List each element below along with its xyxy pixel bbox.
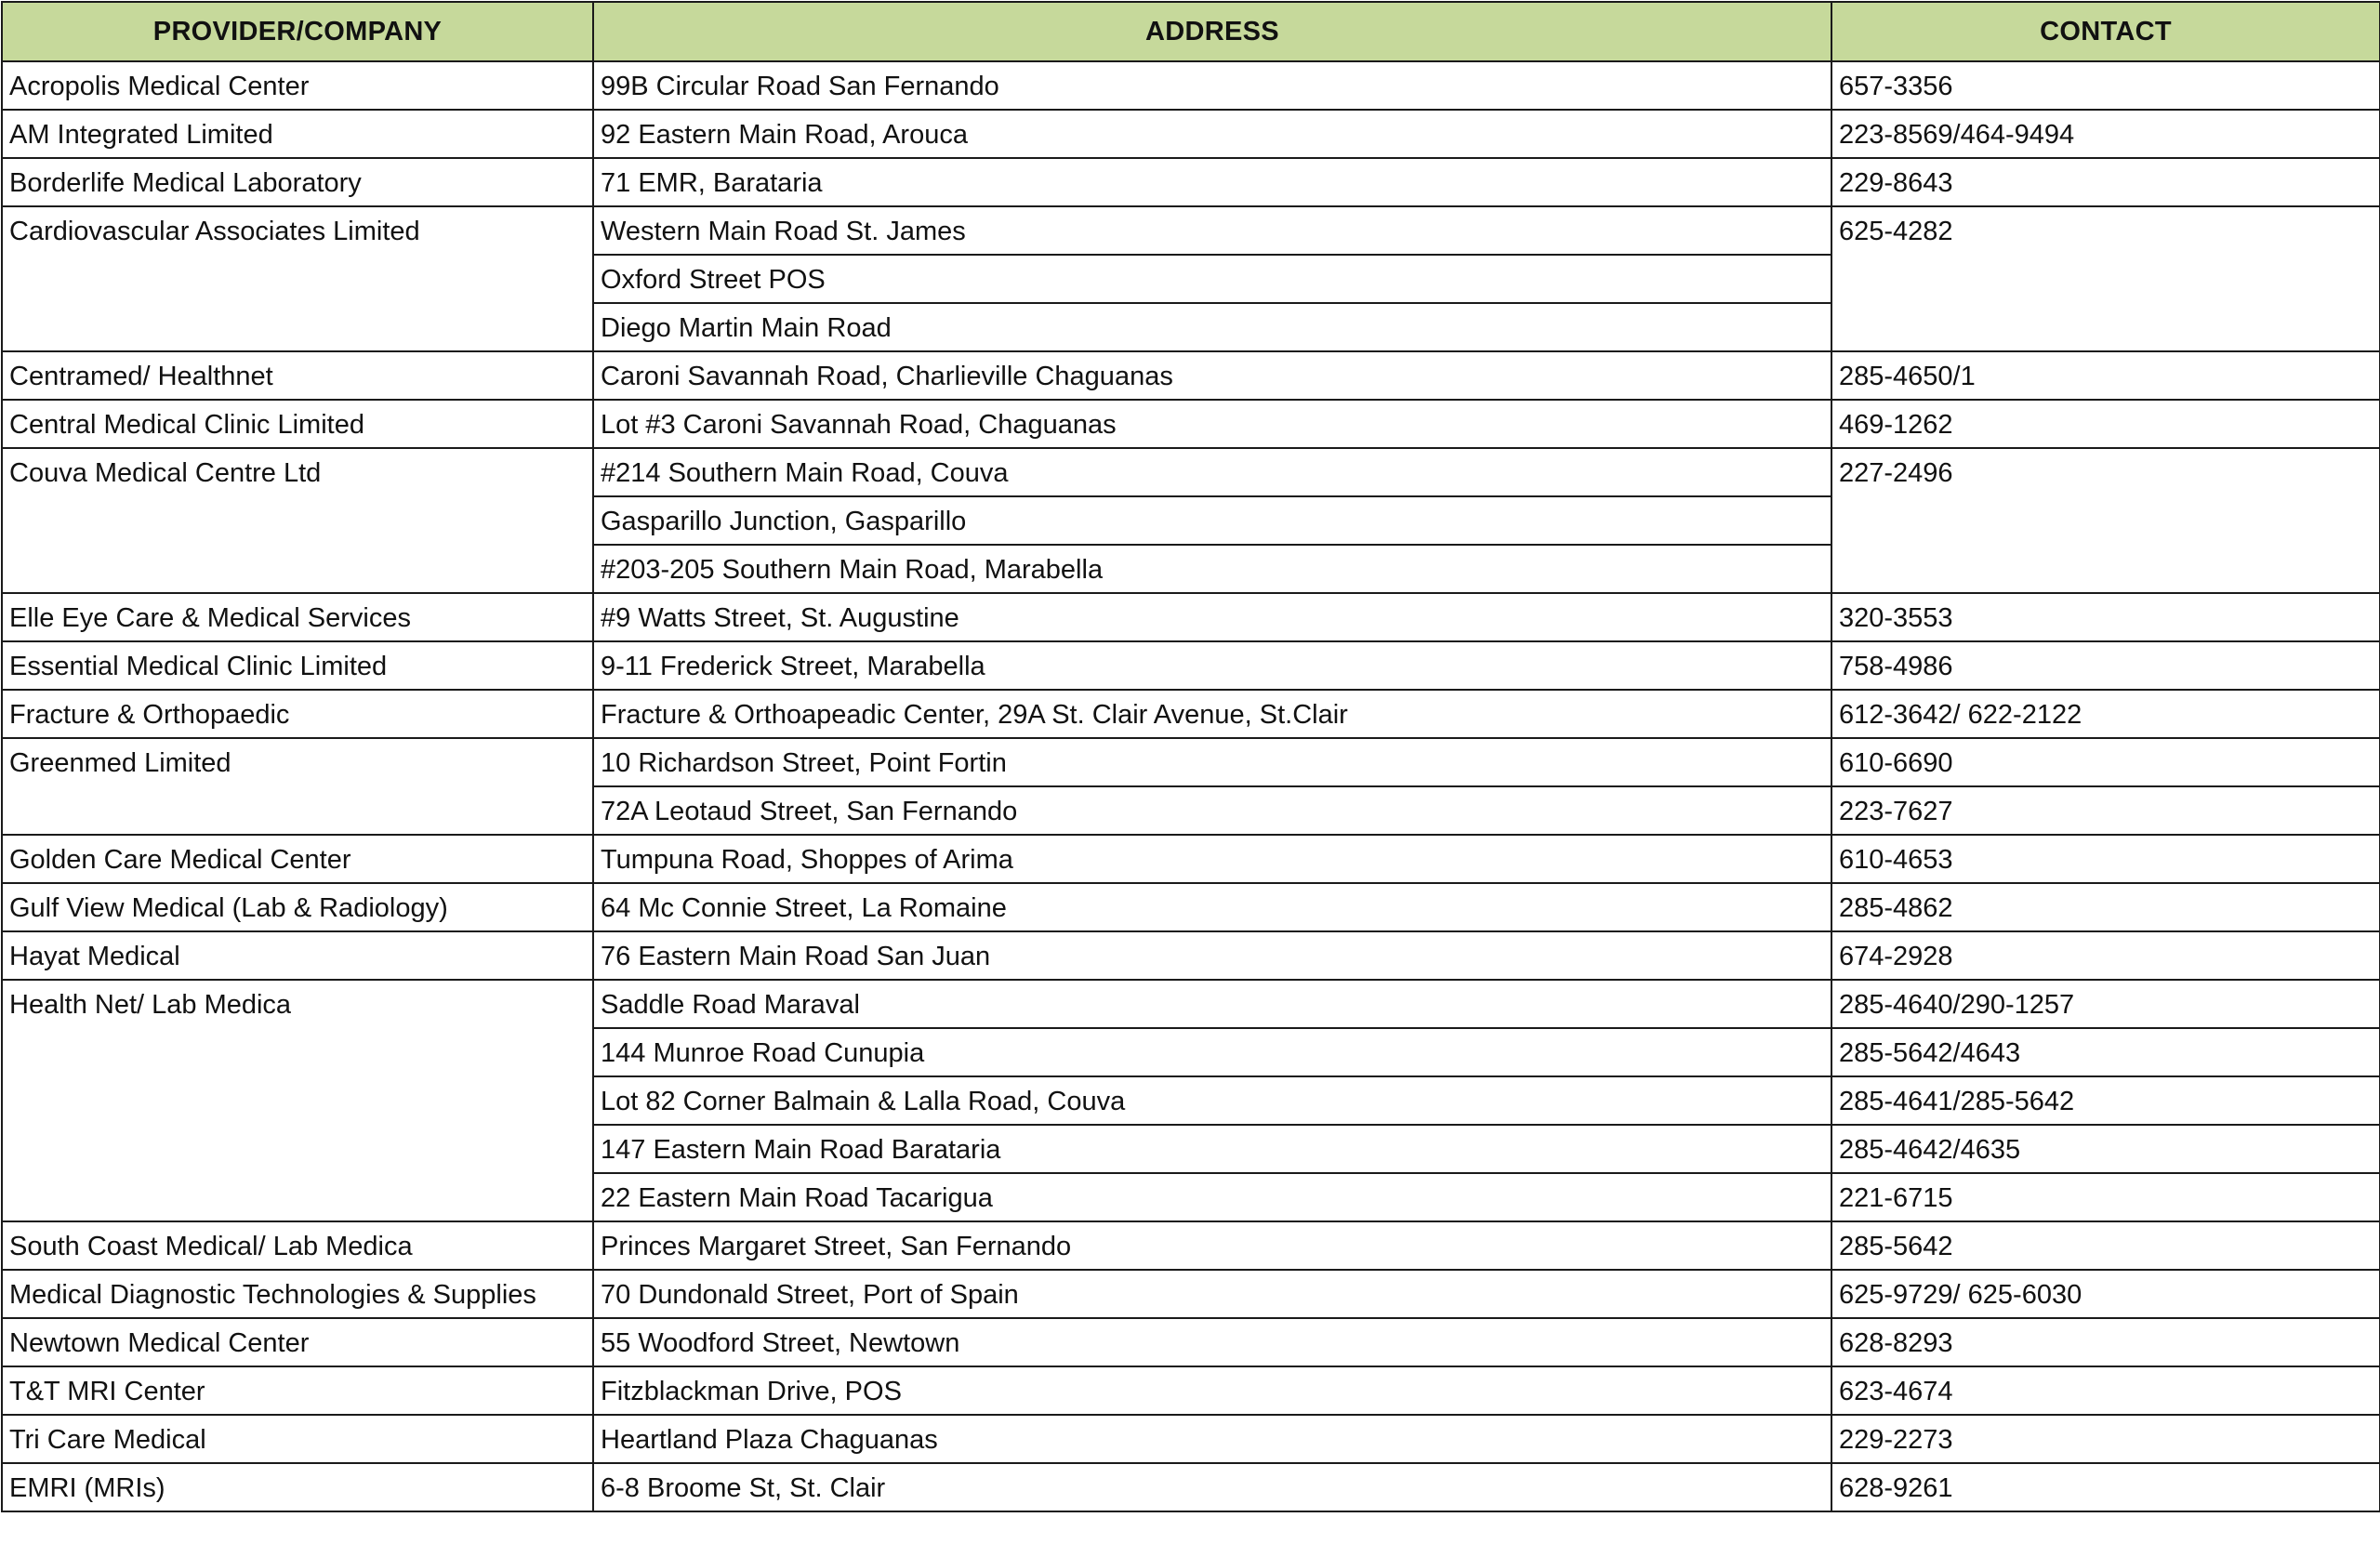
contact-cell: 657-3356 [1831, 61, 2380, 110]
address-cell: Heartland Plaza Chaguanas [593, 1415, 1831, 1463]
address-cell: #214 Southern Main Road, Couva [593, 448, 1831, 496]
contact-cell: 285-4640/290-1257 [1831, 980, 2380, 1028]
table-row [2, 835, 2380, 883]
address-cell: Lot #3 Caroni Savannah Road, Chaguanas [593, 400, 1831, 448]
header-provider: PROVIDER/COMPANY [2, 2, 593, 61]
contact-cell: 623-4674 [1831, 1366, 2380, 1415]
address-cell: 71 EMR, Barataria [593, 158, 1831, 206]
provider-name-cell: T&T MRI Center [2, 1366, 593, 1415]
provider-name-cell: Hayat Medical [2, 931, 593, 980]
header-address: ADDRESS [593, 2, 1831, 61]
contact-cell: 674-2928 [1831, 931, 2380, 980]
contact-cell: 628-9261 [1831, 1463, 2380, 1511]
provider-name-cell: Central Medical Clinic Limited [2, 400, 593, 448]
address-cell: Fitzblackman Drive, POS [593, 1366, 1831, 1415]
address-cell: 72A Leotaud Street, San Fernando [593, 786, 1831, 835]
address-cell: 64 Mc Connie Street, La Romaine [593, 883, 1831, 931]
address-cell: 55 Woodford Street, Newtown [593, 1318, 1831, 1366]
contact-cell: 285-5642/4643 [1831, 1028, 2380, 1076]
contact-cell: 285-4650/1 [1831, 351, 2380, 400]
contact-cell: 229-8643 [1831, 158, 2380, 206]
table-row [2, 1415, 2380, 1463]
address-cell: 6-8 Broome St, St. Clair [593, 1463, 1831, 1511]
table-row [2, 400, 2380, 448]
address-cell: Saddle Road Maraval [593, 980, 1831, 1028]
provider-name-cell: Acropolis Medical Center [2, 61, 593, 110]
address-cell: Lot 82 Corner Balmain & Lalla Road, Couva [593, 1076, 1831, 1125]
contact-cell: 610-4653 [1831, 835, 2380, 883]
provider-name-cell: Borderlife Medical Laboratory [2, 158, 593, 206]
table-row [2, 593, 2380, 641]
address-cell: Western Main Road St. James [593, 206, 1831, 255]
provider-name-cell: AM Integrated Limited [2, 110, 593, 158]
provider-name-cell: Newtown Medical Center [2, 1318, 593, 1366]
table-row [2, 1270, 2380, 1318]
address-cell: 99B Circular Road San Fernando [593, 61, 1831, 110]
provider-name-cell: Fracture & Orthopaedic [2, 690, 593, 738]
address-cell: 9-11 Frederick Street, Marabella [593, 641, 1831, 690]
table-row [2, 738, 2380, 786]
contact-cell: 229-2273 [1831, 1415, 2380, 1463]
provider-name-cell: Centramed/ Healthnet [2, 351, 593, 400]
contact-cell: 285-4642/4635 [1831, 1125, 2380, 1173]
provider-name-cell: Medical Diagnostic Technologies & Supplies [2, 1270, 593, 1318]
table-row [2, 931, 2380, 980]
address-cell: 10 Richardson Street, Point Fortin [593, 738, 1831, 786]
header-contact: CONTACT [1831, 2, 2380, 61]
table-header [2, 2, 2380, 61]
header-row [2, 2, 2380, 61]
address-cell: 144 Munroe Road Cunupia [593, 1028, 1831, 1076]
table-row [2, 110, 2380, 158]
provider-name-cell: EMRI (MRIs) [2, 1463, 593, 1511]
address-cell: 92 Eastern Main Road, Arouca [593, 110, 1831, 158]
address-cell: Diego Martin Main Road [593, 303, 1831, 351]
address-cell: 147 Eastern Main Road Barataria [593, 1125, 1831, 1173]
provider-name-cell: South Coast Medical/ Lab Medica [2, 1221, 593, 1270]
provider-name-cell: Golden Care Medical Center [2, 835, 593, 883]
table-row [2, 1463, 2380, 1511]
provider-name-cell: Cardiovascular Associates Limited [2, 206, 593, 351]
provider-table [1, 1, 2380, 1512]
table-row [2, 883, 2380, 931]
table-row [2, 206, 2380, 255]
contact-cell: 320-3553 [1831, 593, 2380, 641]
contact-cell: 221-6715 [1831, 1173, 2380, 1221]
provider-name-cell: Health Net/ Lab Medica [2, 980, 593, 1221]
contact-cell: 625-9729/ 625-6030 [1831, 1270, 2380, 1318]
table-row [2, 448, 2380, 496]
provider-name-cell: Couva Medical Centre Ltd [2, 448, 593, 593]
address-cell: Princes Margaret Street, San Fernando [593, 1221, 1831, 1270]
address-cell: Oxford Street POS [593, 255, 1831, 303]
contact-cell: 610-6690 [1831, 738, 2380, 786]
contact-cell: 223-7627 [1831, 786, 2380, 835]
contact-cell: 285-4862 [1831, 883, 2380, 931]
address-cell: 22 Eastern Main Road Tacarigua [593, 1173, 1831, 1221]
address-cell: Fracture & Orthoapeadic Center, 29A St. Clair Avenue, St.Clair [593, 690, 1831, 738]
address-cell: Gasparillo Junction, Gasparillo [593, 496, 1831, 545]
address-cell: 76 Eastern Main Road San Juan [593, 931, 1831, 980]
address-cell: Tumpuna Road, Shoppes of Arima [593, 835, 1831, 883]
table-row [2, 980, 2380, 1028]
provider-name-cell: Essential Medical Clinic Limited [2, 641, 593, 690]
table-row [2, 1318, 2380, 1366]
table-row [2, 690, 2380, 738]
address-cell: Caroni Savannah Road, Charlieville Chaguanas [593, 351, 1831, 400]
table-row [2, 641, 2380, 690]
provider-name-cell: Greenmed Limited [2, 738, 593, 835]
address-cell: #9 Watts Street, St. Augustine [593, 593, 1831, 641]
contact-cell: 285-4641/285-5642 [1831, 1076, 2380, 1125]
contact-cell: 469-1262 [1831, 400, 2380, 448]
contact-cell: 628-8293 [1831, 1318, 2380, 1366]
contact-cell: 285-5642 [1831, 1221, 2380, 1270]
address-cell: #203-205 Southern Main Road, Marabella [593, 545, 1831, 593]
address-cell: 70 Dundonald Street, Port of Spain [593, 1270, 1831, 1318]
table-row [2, 1221, 2380, 1270]
contact-cell: 227-2496 [1831, 448, 2380, 593]
provider-name-cell: Tri Care Medical [2, 1415, 593, 1463]
contact-cell: 223-8569/464-9494 [1831, 110, 2380, 158]
table-row [2, 351, 2380, 400]
provider-name-cell: Gulf View Medical (Lab & Radiology) [2, 883, 593, 931]
table-row [2, 1366, 2380, 1415]
provider-name-cell: Elle Eye Care & Medical Services [2, 593, 593, 641]
contact-cell: 758-4986 [1831, 641, 2380, 690]
table-row [2, 158, 2380, 206]
table-body [2, 61, 2380, 1511]
contact-cell: 625-4282 [1831, 206, 2380, 351]
table-row [2, 61, 2380, 110]
contact-cell: 612-3642/ 622-2122 [1831, 690, 2380, 738]
